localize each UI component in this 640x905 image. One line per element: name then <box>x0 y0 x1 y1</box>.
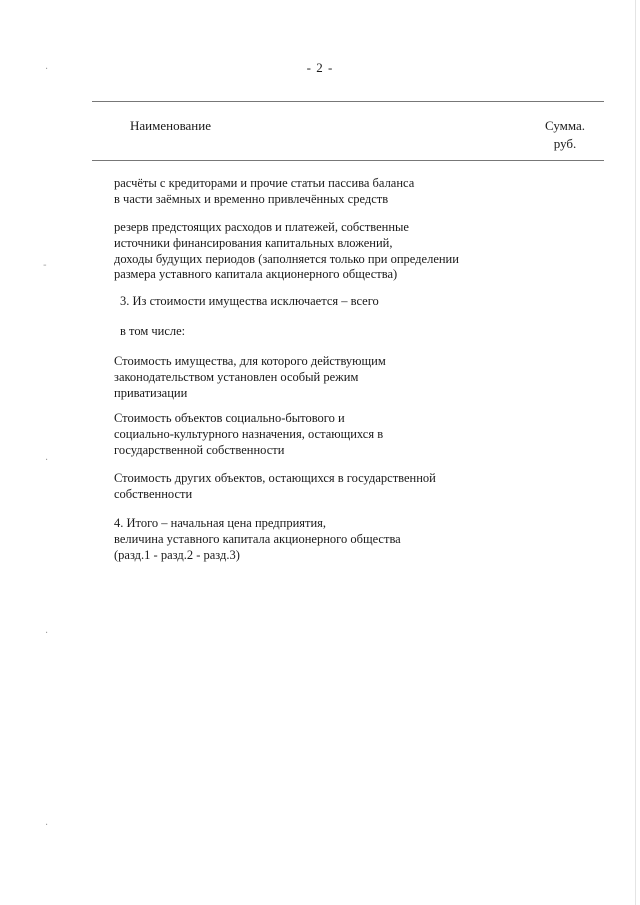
column-header-name: Наименование <box>130 118 211 133</box>
including-label: в том числе: <box>120 324 186 338</box>
scan-speck: - <box>43 260 47 271</box>
scan-speck: · <box>45 455 49 466</box>
section-4-total: 4. Итого – начальная цена предприятия, величина уставного капитала акционерного общества (разд.1 - разд.2 - разд.3) <box>114 516 401 562</box>
scan-speck: · <box>45 64 49 75</box>
scan-speck: · <box>45 628 49 639</box>
page-number: - 2 - <box>306 60 334 75</box>
item-creditors: расчёты с кредиторами и прочие статьи пассива баланса в части заёмных и временно привлечённых средств <box>114 176 415 206</box>
item-reserve: резерв предстоящих расходов и платежей, собственные источники финансирования капитальных вложений, доходы будущих периодов (заполняется только при определении размера уставного капитала акционерного общества) <box>114 220 459 282</box>
column-header-sum: Сумма. руб. <box>544 118 586 151</box>
scan-edge-line <box>635 0 636 905</box>
section-3-title: 3. Из стоимости имущества исключается – всего <box>120 294 379 308</box>
header-top-rule <box>92 101 604 102</box>
item-other-objects: Стоимость других объектов, остающихся в государственной собственности <box>114 471 436 501</box>
item-special-regime: Стоимость имущества, для которого действующим законодательством установлен особый режим приватизации <box>114 354 386 400</box>
header-bottom-rule <box>92 160 604 161</box>
scan-speck: · <box>45 820 49 831</box>
item-social-objects: Стоимость объектов социально-бытового и социально-культурного назначения, остающихся в государственной собственности <box>114 411 384 457</box>
